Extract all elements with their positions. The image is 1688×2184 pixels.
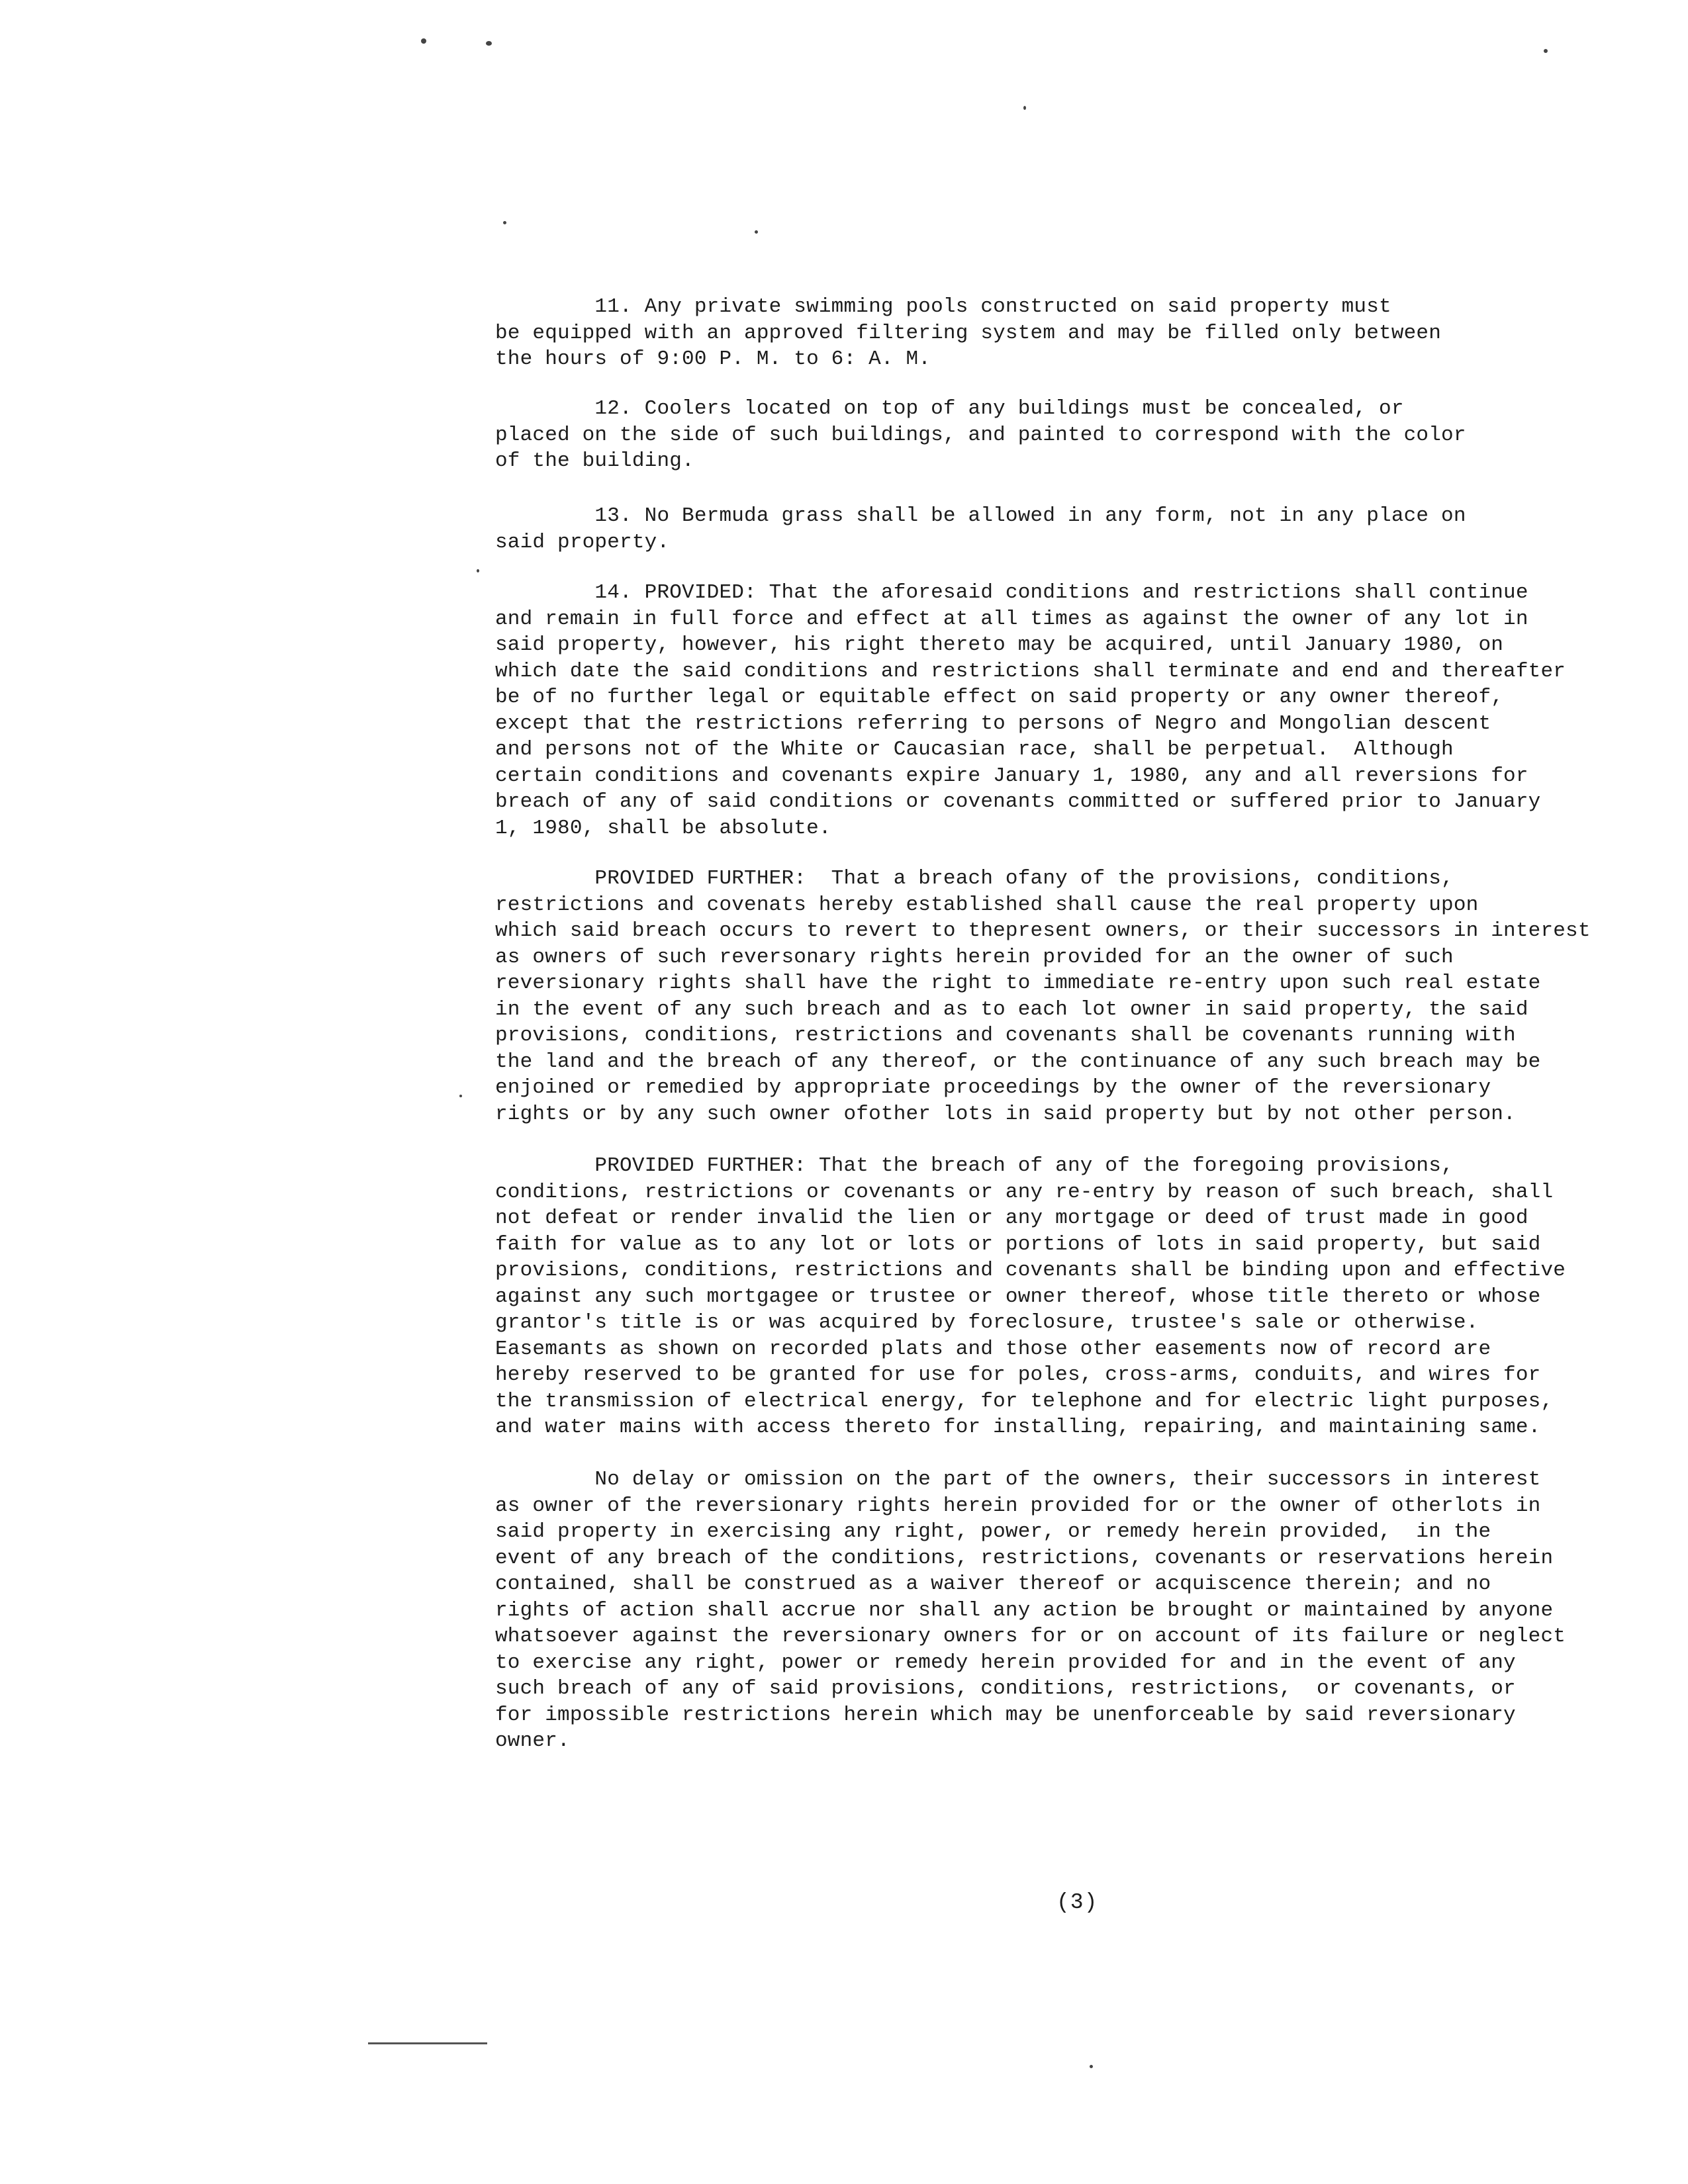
text-line: certain conditions and covenants expire January 1, 1980, any and all reversions for bbox=[495, 764, 1528, 788]
text-line: to exercise any right, power or remedy herein provided for and in the event of any bbox=[495, 1651, 1516, 1674]
text-line: contained, shall be construed as a waiver thereof or acquiscence therein; and no bbox=[495, 1572, 1491, 1596]
text-line: PROVIDED FURTHER: That a breach ofany of the provisions, conditions, bbox=[495, 867, 1454, 890]
text-line: said property. bbox=[495, 530, 670, 554]
text-line: rights of action shall accrue nor shall any action be brought or maintained by anyone bbox=[495, 1598, 1554, 1622]
scan-mark bbox=[368, 2042, 487, 2044]
scan-speck bbox=[486, 41, 492, 46]
text-line: be equipped with an approved filtering system and may be filled only between bbox=[495, 321, 1442, 345]
text-line: and remain in full force and effect at all times as against the owner of any lot in bbox=[495, 607, 1528, 631]
text-line: enjoined or remedied by appropriate proceedings by the owner of the reversionary bbox=[495, 1076, 1491, 1099]
scan-speck bbox=[755, 230, 758, 234]
text-line: such breach of any of said provisions, conditions, restrictions, or covenants, or bbox=[495, 1677, 1516, 1700]
text-line: for impossible restrictions herein which may be unenforceable by said reversionary bbox=[495, 1703, 1516, 1727]
text-line: grantor's title is or was acquired by foreclosure, trustee's sale or otherwise. bbox=[495, 1311, 1479, 1334]
paragraph-13 bbox=[495, 503, 1634, 555]
text-line: faith for value as to any lot or lots or portions of lots in said property, but said bbox=[495, 1232, 1541, 1256]
paragraph-14 bbox=[495, 580, 1634, 841]
text-line: reversionary rights shall have the right to immediate re-entry upon such real estate bbox=[495, 972, 1541, 995]
text-line: event of any breach of the conditions, restrictions, covenants or reservations herein bbox=[495, 1546, 1554, 1570]
text-line: and persons not of the White or Caucasian race, shall be perpetual. Although bbox=[495, 738, 1454, 761]
paragraph-no-delay bbox=[495, 1467, 1634, 1754]
scan-speck bbox=[1090, 2065, 1093, 2068]
text-line: placed on the side of such buildings, and painted to correspond with the color bbox=[495, 423, 1466, 447]
text-line: conditions, restrictions or covenants or any re-entry by reason of such breach, shall bbox=[495, 1180, 1554, 1204]
text-line: which date the said conditions and restrictions shall terminate and end and thereafter bbox=[495, 659, 1566, 683]
text-line: 13. No Bermuda grass shall be allowed in any form, not in any place on bbox=[495, 504, 1466, 527]
text-line: 12. Coolers located on top of any buildings must be concealed, or bbox=[495, 397, 1404, 420]
scan-speck bbox=[477, 569, 479, 572]
text-line: restrictions and covenats hereby established shall cause the real property upon bbox=[495, 893, 1479, 917]
text-line: No delay or omission on the part of the owners, their successors in interest bbox=[495, 1468, 1541, 1491]
text-line: rights or by any such owner ofother lots in said property but by not other person. bbox=[495, 1102, 1516, 1126]
scan-speck bbox=[421, 38, 426, 44]
text-line: PROVIDED FURTHER: That the breach of any of the foregoing provisions, bbox=[495, 1154, 1454, 1177]
text-line: 1, 1980, shall be absolute. bbox=[495, 816, 831, 840]
scan-speck bbox=[1544, 49, 1548, 53]
text-line: whatsoever against the reversionary owners for or on account of its failure or neglect bbox=[495, 1625, 1566, 1648]
text-line: against any such mortgagee or trustee or owner thereof, whose title thereto or whose bbox=[495, 1285, 1541, 1308]
text-line: and water mains with access thereto for installing, repairing, and maintaining same. bbox=[495, 1416, 1541, 1439]
text-line: 11. Any private swimming pools constructed on said property must bbox=[495, 295, 1391, 318]
paragraph-11 bbox=[495, 294, 1634, 373]
text-line: except that the restrictions referring to persons of Negro and Mongolian descent bbox=[495, 711, 1491, 735]
text-line: said property in exercising any right, power, or remedy herein provided, in the bbox=[495, 1520, 1491, 1543]
text-line: breach of any of said conditions or covenants committed or suffered prior to January bbox=[495, 790, 1541, 813]
text-line: the land and the breach of any thereof, or the continuance of any such breach may be bbox=[495, 1050, 1541, 1073]
text-line: not defeat or render invalid the lien or any mortgage or deed of trust made in good bbox=[495, 1206, 1528, 1230]
text-line: as owners of such reversonary rights herein provided for an the owner of such bbox=[495, 945, 1454, 969]
paragraph-12 bbox=[495, 396, 1634, 475]
text-line: the hours of 9:00 P. M. to 6: A. M. bbox=[495, 347, 931, 371]
text-line: hereby reserved to be granted for use for poles, cross-arms, conduits, and wires for bbox=[495, 1363, 1541, 1387]
text-line: in the event of any such breach and as to each lot owner in said property, the said bbox=[495, 997, 1528, 1021]
scan-speck bbox=[459, 1095, 462, 1097]
paragraph-provided-further-1 bbox=[495, 866, 1634, 1127]
text-line: be of no further legal or equitable effect on said property or any owner thereof, bbox=[495, 686, 1504, 709]
text-line: which said breach occurs to revert to thepresent owners, or their successors in interest bbox=[495, 919, 1591, 942]
paragraph-provided-further-2 bbox=[495, 1153, 1634, 1441]
scan-speck bbox=[503, 221, 506, 224]
text-line: of the building. bbox=[495, 449, 694, 473]
scan-speck bbox=[1023, 106, 1026, 110]
page-number: (3) bbox=[1056, 1890, 1098, 1915]
text-line: provisions, conditions, restrictions and covenants shall be binding upon and effective bbox=[495, 1259, 1566, 1282]
text-line: Easemants as shown on recorded plats and those other easements now of record are bbox=[495, 1337, 1491, 1361]
text-line: said property, however, his right thereto may be acquired, until January 1980, on bbox=[495, 633, 1504, 657]
text-line: 14. PROVIDED: That the aforesaid conditions and restrictions shall continue bbox=[495, 581, 1528, 604]
text-line: as owner of the reversionary rights herein provided for or the owner of otherlots in bbox=[495, 1494, 1541, 1518]
text-line: provisions, conditions, restrictions and covenants shall be covenants running with bbox=[495, 1024, 1516, 1047]
text-line: the transmission of electrical energy, for telephone and for electric light purposes, bbox=[495, 1389, 1554, 1413]
text-line: owner. bbox=[495, 1729, 570, 1752]
